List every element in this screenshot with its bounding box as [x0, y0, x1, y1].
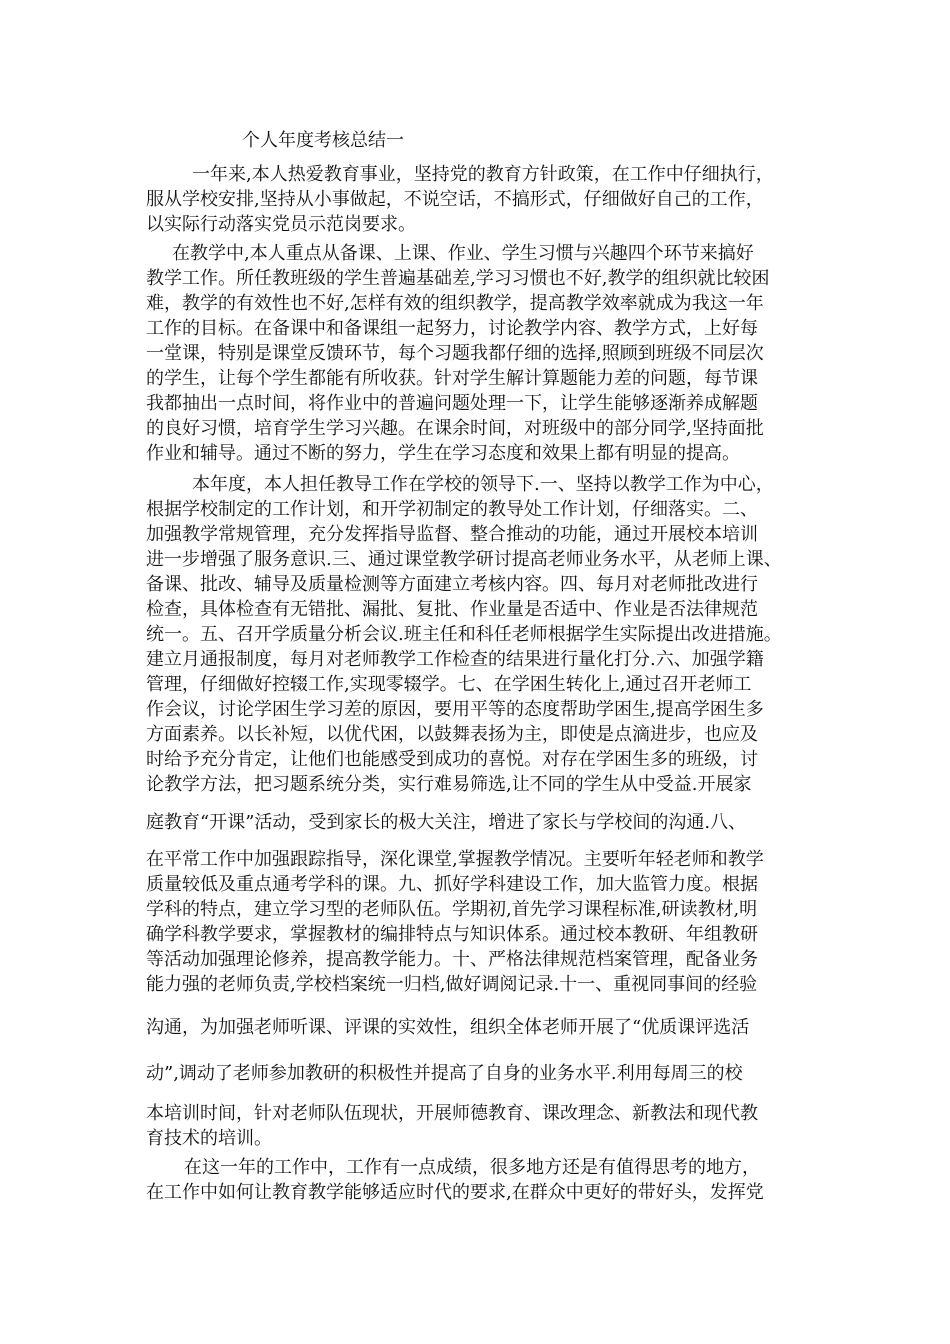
paragraph-line: 论教学方法，把习题系统分类，实行难易筛选,让不同的学生从中受益.开展家: [146, 774, 752, 795]
paragraph-line: 工作的目标。在备课中和备课组一起努力，讨论教学内容、教学方式，上好每: [146, 318, 758, 339]
paragraph-line: 在这一年的工作中，工作有一点成绩，很多地方还是有值得思考的地方，: [184, 1157, 760, 1178]
paragraph-line: 的学生，让每个学生都能有所收获。针对学生解计算题能力差的问题，每节课: [146, 368, 758, 389]
paragraph-line: 难，教学的有效性也不好,怎样有效的组织教学，提高教学效率就成为我这一年: [146, 293, 764, 314]
paragraph-line: 本年度，本人担任教导工作在学校的领导下.一、坚持以教学工作为中心，: [192, 474, 774, 495]
paragraph-line: 沟通，为加强老师听课、评课的实效性，组织全体老师开展了“优质课评选活: [146, 1017, 750, 1038]
paragraph-line: 备课、批改、辅导及质量检测等方面建立考核内容。四、每月对老师批改进行: [146, 574, 758, 595]
paragraph-line: 加强教学常规管理，充分发挥指导监督、整合推动的功能，通过开展校本培训: [146, 524, 758, 545]
paragraph-line: 在平常工作中加强跟踪指导，深化课堂,掌握教学情况。主要听年轻老师和教学: [146, 849, 764, 870]
paragraph-line: 一堂课，特别是课堂反馈环节，每个习题我都仔细的选择,照顾到班级不同层次: [146, 343, 764, 364]
paragraph-line: 教学工作。所任教班级的学生普遍基础差,学习习惯也不好,教学的组织就比较困: [146, 268, 770, 289]
paragraph-line: 作业和辅导。通过不断的努力，学生在学习态度和效果上都有明显的提高。: [146, 443, 740, 464]
paragraph-line: 根据学校制定的工作计划，和开学初制定的教导处工作计划，仔细落实。二、: [146, 499, 758, 520]
paragraph-line: 的良好习惯，培育学生学习兴趣。在课余时间，对班级中的部分同学,坚持面批: [146, 418, 764, 439]
paragraph-line: 本培训时间，针对老师队伍现状，开展师德教育、课改理念、新教法和现代教: [146, 1103, 758, 1124]
paragraph-line: 我都抽出一点时间，将作业中的普遍问题处理一下，让学生能够逐渐养成解题: [146, 393, 758, 414]
document-title: 个人年度考核总结一: [242, 130, 404, 151]
paragraph-line: 等活动加强理论修养，提高教学能力。十、严格法律规范档案管理，配备业务: [146, 949, 758, 970]
paragraph-line: 检查，具体检查有无错批、漏批、复批、作业量是否适中、作业是否法律规范: [146, 599, 758, 620]
paragraph-line: 育技术的培训。: [146, 1128, 272, 1149]
paragraph-line: 在教学中,本人重点从备课、上课、作业、学生习惯与兴趣四个环节来搞好: [172, 243, 754, 264]
paragraph-line: 确学科教学要求，掌握教材的编排特点与知识体系。通过校本教研、年组教研: [146, 924, 758, 945]
paragraph-line: 管理，仔细做好控辍工作,实现零辍学。七、在学困生转化上,通过召开老师工: [146, 674, 752, 695]
paragraph-line: 学科的特点，建立学习型的老师队伍。学期初,首先学习课程标准,研读教材,明: [146, 899, 758, 920]
paragraph-line: 以实际行动落实党员示范岗要求。: [146, 214, 416, 235]
paragraph-line: 进一步增强了服务意识.三、通过课堂教学研讨提高老师业务水平，从老师上课、: [146, 549, 782, 570]
paragraph-line: 服从学校安排,坚持从小事做起，不说空话，不搞形式，仔细做好自己的工作，: [146, 189, 764, 210]
paragraph-line: 能力强的老师负责,学校档案统一归档,做好调阅记录.十一、重视同事间的经验: [146, 974, 758, 995]
paragraph-line: 一年来,本人热爱教育事业，坚持党的教育方针政策，在工作中仔细执行，: [192, 164, 774, 185]
paragraph-line: 方面素养。以长补短，以优代困，以鼓舞表扬为主，即使是点滴进步，也应及: [146, 724, 758, 745]
paragraph-line: 在工作中如何让教育教学能够适应时代的要求,在群众中更好的带好头，发挥党: [146, 1182, 764, 1203]
paragraph-line: 庭教育“开课”活动，受到家长的极大关注，增进了家长与学校间的沟通.八、: [146, 812, 747, 833]
paragraph-line: 建立月通报制度，每月对老师教学工作检查的结果进行量化打分.六、加强学籍: [146, 649, 764, 670]
paragraph-line: 作会议，讨论学困生学习差的原因，要用平等的态度帮助学困生,提高学困生多: [146, 699, 764, 720]
paragraph-line: 质量较低及重点通考学科的课。九、抓好学科建设工作，加大监管力度。根据: [146, 874, 758, 895]
paragraph-line: 统一。五、召开学质量分析会议.班主任和科任老师根据学生实际提出改进措施。: [146, 624, 782, 645]
paragraph-line: 动”,调动了老师参加教研的积极性并提高了自身的业务水平.利用每周三的校: [146, 1063, 743, 1084]
paragraph-line: 时给予充分肯定，让他们也能感受到成功的喜悦。对存在学困生多的班级，讨: [146, 749, 758, 770]
